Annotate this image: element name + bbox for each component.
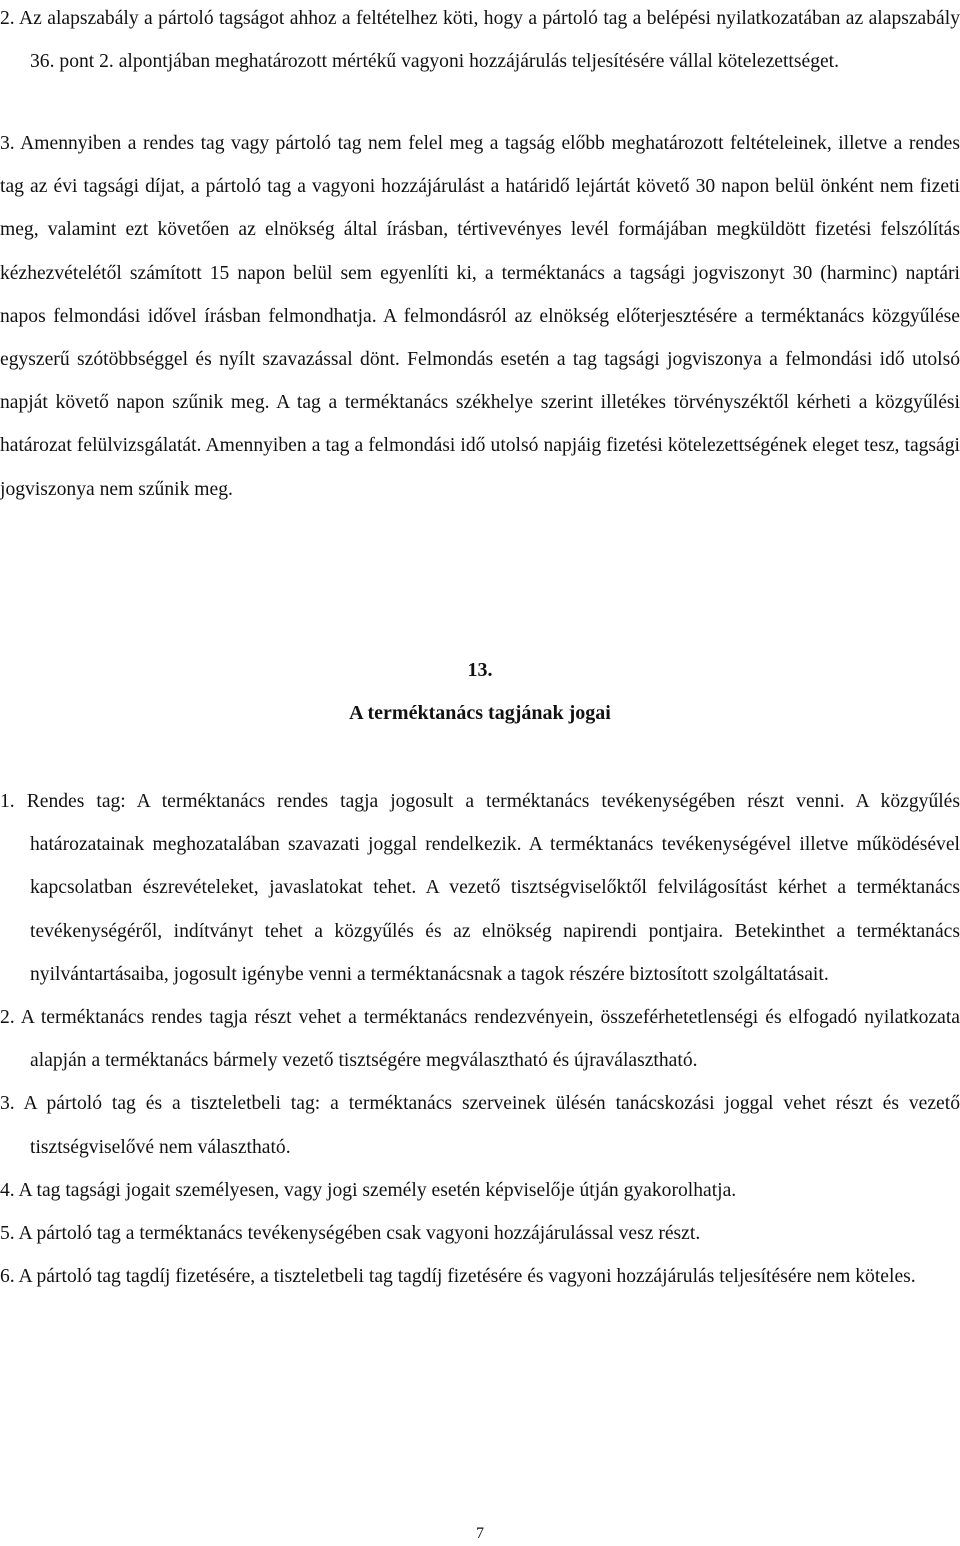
section-number: 13. — [467, 659, 493, 681]
item-text: A pártoló tag a terméktanács tevékenységében csak vagyoni hozzájárulással vesz részt. — [18, 1223, 701, 1245]
item-text: A pártoló tag tagdíj fizetésére, a tiszteletbeli tag tagdíj fizetésére és vagyoni hozzájárulás teljesítésére nem köteles. — [18, 1266, 916, 1288]
list-item — [0, 1082, 960, 1168]
item-number: 2. — [0, 1007, 15, 1029]
item-number: 6. — [0, 1266, 15, 1288]
section-title: A terméktanács tagjának jogai — [349, 702, 611, 724]
item-number: 5. — [0, 1223, 15, 1245]
item-number: 4. — [0, 1179, 15, 1201]
list-item — [0, 996, 960, 1082]
item-text: Az alapszabály a pártoló tagságot ahhoz a feltételhez köti, hogy a pártoló tag a belépési nyilatkozatában az alapszabály 36. pont 2. alpontjában meghatározott mértékű vagyoni hozzájárulás teljesítésére vállal kötelezettséget. — [19, 8, 960, 73]
rights-list — [0, 780, 960, 1298]
item-number: 3. — [0, 1093, 15, 1115]
item-text: Amennyiben a rendes tag vagy pártoló tag nem felel meg a tagság előbb meghatározott feltételeinek, illetve a rendes tag az évi tagsági díjat, a pártoló tag a vagyoni hozzájárulást a határidő lejártát követő 30 napon belül önként nem fizeti meg, valamint ezt követően az elnökség által írásban, tértivevényes levél formájában megküldött fizetési felszólítás kézhezvételétől számított 15 napon belül sem egyenlíti ki, a terméktanács a tagsági jogviszonyt 30 (harminc) naptári napos felmondási idővel írásban felmondhatja. A felmondásról az elnökség előterjesztésére a terméktanács közgyűlése egyszerű szótöbbséggel és nyílt szavazással dönt. Felmondás esetén a tag tagsági jogviszonya a felmondási idő utolsó napját követő napon szűnik meg. A tag a terméktanács székhelye szerint illetékes törvényszéktől kérheti a közgyűlési határozat felülvizsgálatát. Amennyiben a tag a felmondási idő utolsó napjáig fizetési kötelezettségének eleget tesz, tagsági jogviszonya nem szűnik meg. — [0, 133, 960, 500]
list-item — [0, 780, 960, 996]
item-number: 2. — [0, 8, 15, 29]
item-text: Rendes tag: A terméktanács rendes tagja jogosult a terméktanács tevékenységében részt venni. A közgyűlés határozatainak meghozatalában szavazati joggal rendelkezik. A terméktanács tevékenységével illetve működésével kapcsolatban észrevételeket, javaslatokat tehet. A vezető tisztségviselőktől felvilágosítást kérhet a terméktanács tevékenységéről, indítványt tehet a közgyűlés és az elnökség napirendi pontjaira. Betekinthet a terméktanács nyilvántartásaiba, jogosult igénybe venni a terméktanácsnak a tagok részére biztosított szolgáltatásait. — [26, 791, 960, 985]
item-text: A pártoló tag és a tiszteletbeli tag: a terméktanács szerveinek ülésén tanácskozási joggal vehet részt és vezető tisztségviselővé nem választható. — [23, 1093, 960, 1158]
item-text: A terméktanács rendes tagja részt vehet a terméktanács rendezvényein, összeférhetetlenségi és elfogadó nyilatkozata alapján a terméktanács bármely vezető tisztségére megválasztható és újraválasztható. — [20, 1007, 960, 1072]
item-number: 1. — [0, 791, 15, 812]
list-item — [0, 1212, 960, 1255]
page-number: 7 — [476, 1525, 484, 1542]
continued-item-3 — [0, 122, 960, 511]
list-item — [0, 1255, 960, 1298]
continued-item-2 — [0, 0, 960, 83]
item-number: 3. — [0, 133, 15, 154]
list-item — [0, 1169, 960, 1212]
item-text: A tag tagsági jogait személyesen, vagy jogi személy esetén képviselője útján gyakorolhatja. — [18, 1179, 737, 1201]
